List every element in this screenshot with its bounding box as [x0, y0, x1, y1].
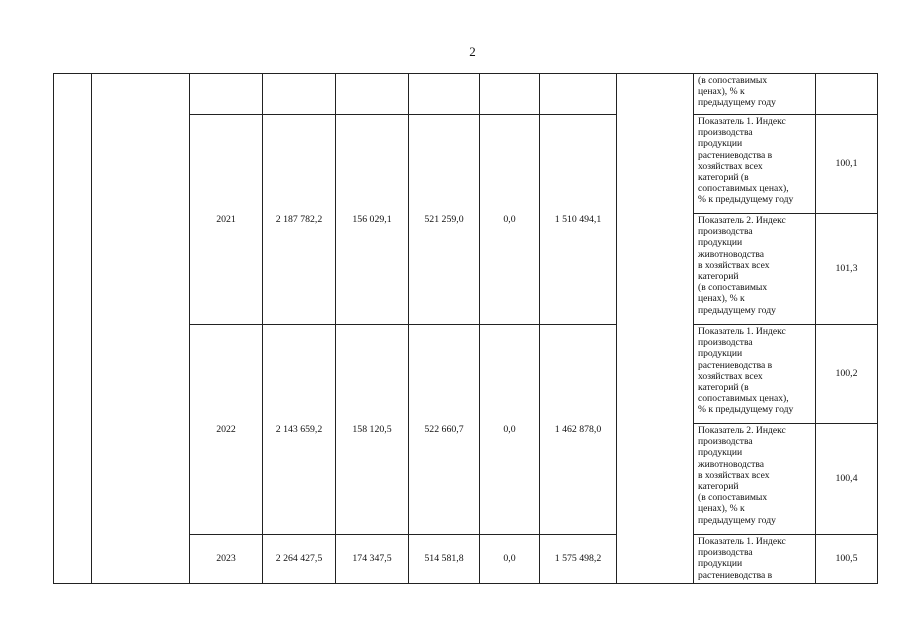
federal-cell: 174 347,5: [336, 535, 409, 584]
federal-cell: 156 029,1: [336, 115, 409, 325]
event-name-cell: [92, 74, 190, 584]
indicator-text: Показатель 1. Индекс производства продукции растениеводства в: [694, 535, 816, 584]
local-cell: [480, 74, 540, 115]
executor-cell: [617, 74, 694, 584]
indicator-value: 100,4: [816, 424, 878, 535]
other-cell: 1 462 878,0: [540, 325, 617, 535]
local-cell: 0,0: [480, 115, 540, 325]
regional-cell: 522 660,7: [409, 325, 480, 535]
indicator-value: 100,5: [816, 535, 878, 584]
regional-cell: [409, 74, 480, 115]
federal-cell: 158 120,5: [336, 325, 409, 535]
indicator-text: (в сопоставимых ценах), % к предыдущему году: [694, 74, 816, 115]
local-cell: 0,0: [480, 325, 540, 535]
other-cell: 1 510 494,1: [540, 115, 617, 325]
year-cell: 2022: [190, 325, 263, 535]
year-cell: [190, 74, 263, 115]
total-cell: 2 264 427,5: [263, 535, 336, 584]
total-cell: 2 187 782,2: [263, 115, 336, 325]
indicator-text: Показатель 2. Индекс производства продукции животноводства в хозяйствах всех категорий (в сопоставимых ценах), % к предыдущему году: [694, 424, 816, 535]
program-table: [53, 73, 878, 584]
regional-cell: 514 581,8: [409, 535, 480, 584]
federal-cell: [336, 74, 409, 115]
indicator-value: 100,1: [816, 115, 878, 214]
local-cell: 0,0: [480, 535, 540, 584]
indicator-value: [816, 74, 878, 115]
indicator-value: 100,2: [816, 325, 878, 424]
total-cell: [263, 74, 336, 115]
total-cell: 2 143 659,2: [263, 325, 336, 535]
regional-cell: 521 259,0: [409, 115, 480, 325]
other-cell: [540, 74, 617, 115]
indicator-text: Показатель 1. Индекс производства продукции растениеводства в хозяйствах всех категорий (в сопоставимых ценах), % к предыдущему году: [694, 115, 816, 214]
page-number: 2: [469, 44, 476, 59]
other-cell: 1 575 498,2: [540, 535, 617, 584]
indicator-text: Показатель 2. Индекс производства продукции животноводства в хозяйствах всех категорий (в сопоставимых ценах), % к предыдущему году: [694, 214, 816, 325]
row-number-cell: [54, 74, 92, 584]
indicator-text: Показатель 1. Индекс производства продукции растениеводства в хозяйствах всех категорий (в сопоставимых ценах), % к предыдущему году: [694, 325, 816, 424]
indicator-value: 101,3: [816, 214, 878, 325]
year-cell: 2021: [190, 115, 263, 325]
year-cell: 2023: [190, 535, 263, 584]
